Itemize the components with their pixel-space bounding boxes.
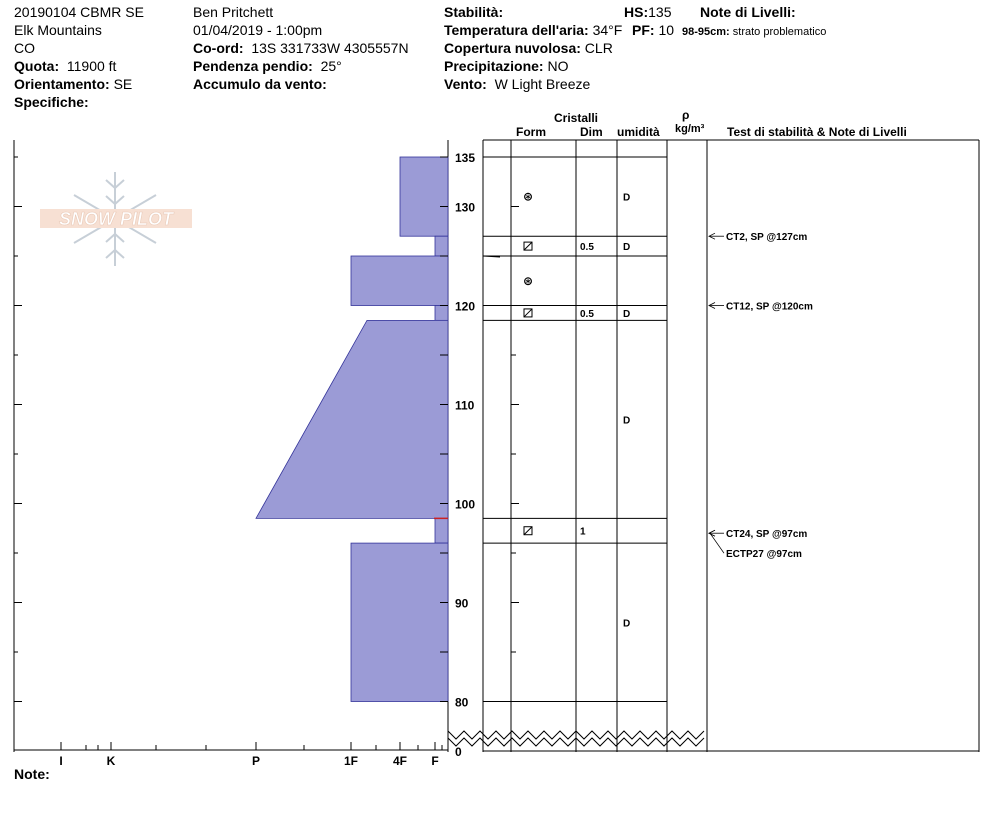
hardness-tick-label: I (59, 754, 63, 768)
hs-value: 135 (648, 4, 672, 20)
note-label: Note: (14, 766, 50, 782)
test-arrow (710, 533, 724, 553)
depth-tick-label: 130 (455, 200, 476, 215)
hardness-layer (435, 236, 448, 256)
hardness-ticks (59, 742, 442, 768)
logo-text: SNOW PILOT (59, 209, 173, 229)
depth-tick-label: 90 (455, 596, 469, 611)
faceted-slash (524, 527, 532, 535)
obs-datetime: 01/04/2019 - 1:00pm (193, 22, 323, 38)
temp-value: 34°F (592, 22, 623, 38)
hardness-layer (400, 157, 448, 236)
hardness-tick-label: P (251, 754, 261, 768)
range-name: Elk Mountains (14, 22, 102, 38)
depth-tick-label: 110 (455, 398, 475, 413)
hardness-layer (435, 518, 448, 543)
faceted-crystal-icon (524, 242, 532, 250)
pendenza-value: 25° (320, 58, 342, 74)
grain-size-value: 0.5 (580, 242, 594, 254)
grain-size-value: 0.5 (580, 308, 594, 320)
cop-label: Copertura nuvolosa: (444, 40, 581, 56)
specifiche-label: Specifiche: (14, 94, 89, 110)
col-cristalli: Cristalli (554, 111, 599, 125)
hardness-tick-label: 1F (343, 754, 359, 768)
state-name: CO (14, 40, 35, 56)
precipitation-particle-icon: ⊛ (522, 273, 534, 288)
stability-test (709, 302, 813, 313)
col-rho: ρ (682, 108, 690, 122)
stability-tests (709, 232, 813, 560)
grain-size-value: 1 (580, 526, 586, 538)
test-label: CT2, SP @127cm (726, 232, 808, 244)
hardness-tick-label: 4F (392, 754, 408, 768)
observer-name: Ben Pritchett (193, 4, 274, 20)
test-label: CT24, SP @97cm (726, 529, 808, 541)
stab-label: Stabilità: (444, 4, 504, 20)
col-rho-unit: kg/m³ (675, 123, 705, 135)
prec-value: NO (547, 58, 569, 74)
faceted-crystal-icon (524, 527, 532, 535)
note-livelli-range: 98-95cm: (682, 26, 730, 38)
moisture-value: D (623, 308, 631, 320)
faceted-crystal-icon (524, 309, 532, 317)
moisture-value: D (623, 192, 631, 204)
hardness-tick-label: K (106, 754, 116, 768)
col-test: Test di stabilità & Note di Livelli (727, 125, 907, 139)
precipitation-particle-icon: ⊛ (522, 189, 534, 204)
pf-value: 10 (658, 22, 675, 38)
depth-tick-label: 100 (455, 497, 476, 512)
depth-tick-label: 135 (455, 151, 476, 165)
prec-label: Precipitazione: (444, 58, 544, 74)
vento-label: Vento: (444, 76, 487, 92)
quota-value: 11900 ft (66, 58, 117, 74)
coord-label: Co-ord: (193, 40, 244, 56)
orient-label: Orientamento: (14, 76, 110, 92)
pf-label: PF: (632, 22, 655, 38)
test-label: ECTP27 @97cm (726, 549, 802, 561)
coord-value: 13S 331733W 4305557N (251, 40, 409, 56)
moisture-value: D (623, 618, 631, 630)
note-livelli-label: Note di Livelli: (700, 4, 796, 20)
depth-tick-label: 0 (455, 745, 462, 759)
moisture-value: D (623, 415, 631, 427)
test-label: CT12, SP @120cm (726, 301, 813, 313)
temp-label: Temperatura dell'aria: (444, 22, 589, 38)
orient-value: SE (113, 76, 133, 92)
depth-tick-label: 80 (455, 695, 469, 710)
col-form: Form (516, 125, 546, 139)
vento-value: W Light Breeze (494, 76, 591, 92)
pendenza-label: Pendenza pendio: (193, 58, 313, 74)
hardness-layer (256, 320, 448, 518)
depth-tick-label: 120 (455, 299, 476, 314)
col-umidita: umidità (617, 125, 660, 139)
cop-value: CLR (584, 40, 613, 56)
faceted-slash (524, 309, 532, 317)
note-livelli-text: strato problematico (732, 26, 827, 38)
hardness-layers (256, 157, 448, 702)
hardness-layer (435, 306, 448, 321)
faceted-slash (524, 242, 532, 250)
site-name: 20190104 CBMR SE (14, 4, 144, 20)
hardness-tick-label: F (431, 754, 439, 768)
stability-test (709, 529, 807, 540)
hardness-layer (351, 543, 448, 701)
snowpilot-logo (40, 172, 192, 266)
stability-test (709, 232, 807, 243)
accumulo-label: Accumulo da vento: (193, 76, 327, 92)
col-dim: Dim (580, 125, 603, 139)
hardness-layer (351, 256, 448, 306)
hs-label: HS: (624, 4, 649, 20)
moisture-value: D (623, 242, 631, 254)
quota-label: Quota: (14, 58, 60, 74)
